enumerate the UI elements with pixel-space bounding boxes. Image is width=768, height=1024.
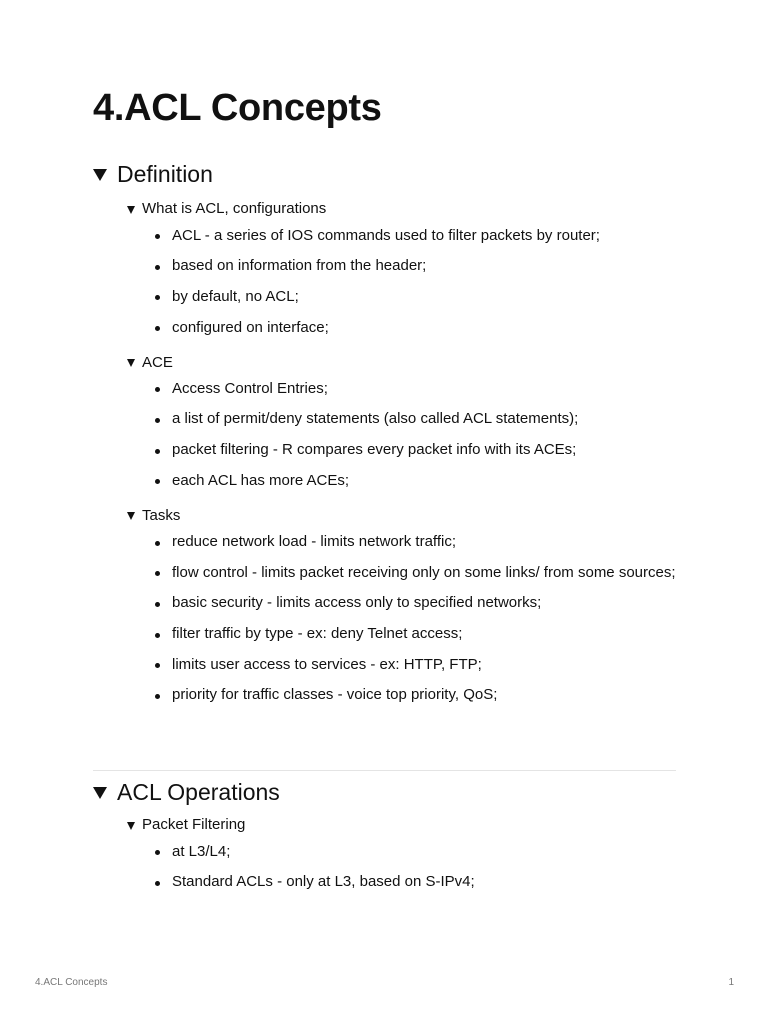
bullet-icon: [155, 265, 160, 270]
collapse-triangle-icon[interactable]: [127, 206, 135, 214]
subsection-tasks: [127, 501, 676, 707]
toggle-packet-filtering[interactable]: [127, 810, 676, 841]
collapse-triangle-icon[interactable]: [127, 359, 135, 367]
collapse-triangle-icon[interactable]: [127, 822, 135, 830]
footer-document-name: 4.ACL Concepts: [35, 977, 108, 988]
list-item: packet filtering - R compares every packet info with its ACEs;: [155, 439, 676, 461]
section-definition: [93, 159, 676, 715]
list-item: ACL - a series of IOS commands used to filter packets by router;: [155, 225, 676, 247]
section-title: ACL Operations: [117, 779, 280, 805]
subsection-packet-filtering: [127, 810, 676, 893]
list-item: Access Control Entries;: [155, 378, 676, 400]
bullet-list: [127, 841, 676, 894]
section-acl-operations: [93, 777, 676, 902]
list-item: configured on interface;: [155, 317, 676, 339]
bullet-icon: [155, 541, 160, 546]
page-title: 4.ACL Concepts: [93, 87, 382, 129]
list-item: filter traffic by type - ex: deny Telnet access;: [155, 623, 676, 645]
section-title: Definition: [117, 161, 213, 187]
toggle-ace[interactable]: [127, 347, 676, 378]
bullet-list: [127, 225, 676, 339]
bullet-icon: [155, 571, 160, 576]
bullet-icon: [155, 850, 160, 855]
subsection-what-is-acl: [127, 194, 676, 339]
list-item: a list of permit/deny statements (also called ACL statements);: [155, 408, 676, 430]
bullet-icon: [155, 387, 160, 392]
bullet-icon: [155, 602, 160, 607]
collapse-triangle-icon[interactable]: [93, 169, 107, 181]
bullet-list: [127, 378, 676, 492]
section-divider: [93, 770, 676, 771]
list-item: based on information from the header;: [155, 255, 676, 277]
toggle-heading-definition[interactable]: [93, 159, 676, 189]
toggle-heading-acl-operations[interactable]: [93, 777, 676, 807]
list-item: reduce network load - limits network traffic;: [155, 531, 676, 553]
bullet-icon: [155, 881, 160, 886]
toggle-tasks[interactable]: [127, 501, 676, 532]
list-item: at L3/L4;: [155, 841, 676, 863]
bullet-icon: [155, 663, 160, 668]
list-item: limits user access to services - ex: HTTP, FTP;: [155, 654, 676, 676]
bullet-icon: [155, 479, 160, 484]
bullet-icon: [155, 295, 160, 300]
subsection-title: Packet Filtering: [142, 816, 246, 834]
subsection-title: What is ACL, configurations: [142, 200, 327, 218]
collapse-triangle-icon[interactable]: [93, 787, 107, 799]
list-item: priority for traffic classes - voice top priority, QoS;: [155, 684, 676, 706]
list-item: flow control - limits packet receiving only on some links/ from some sources;: [155, 562, 676, 584]
list-item: Standard ACLs - only at L3, based on S-IPv4;: [155, 871, 676, 893]
list-item: basic security - limits access only to specified networks;: [155, 592, 676, 614]
collapse-triangle-icon[interactable]: [127, 512, 135, 520]
subsection-title: Tasks: [142, 506, 181, 524]
bullet-icon: [155, 694, 160, 699]
toggle-what-is-acl[interactable]: [127, 194, 676, 225]
list-item: each ACL has more ACEs;: [155, 470, 676, 492]
footer-page-number: 1: [728, 977, 734, 988]
bullet-icon: [155, 234, 160, 239]
bullet-icon: [155, 326, 160, 331]
bullet-icon: [155, 418, 160, 423]
subsection-ace: [127, 347, 676, 492]
bullet-list: [127, 531, 676, 706]
list-item: by default, no ACL;: [155, 286, 676, 308]
subsection-title: ACE: [142, 353, 173, 371]
bullet-icon: [155, 633, 160, 638]
bullet-icon: [155, 449, 160, 454]
